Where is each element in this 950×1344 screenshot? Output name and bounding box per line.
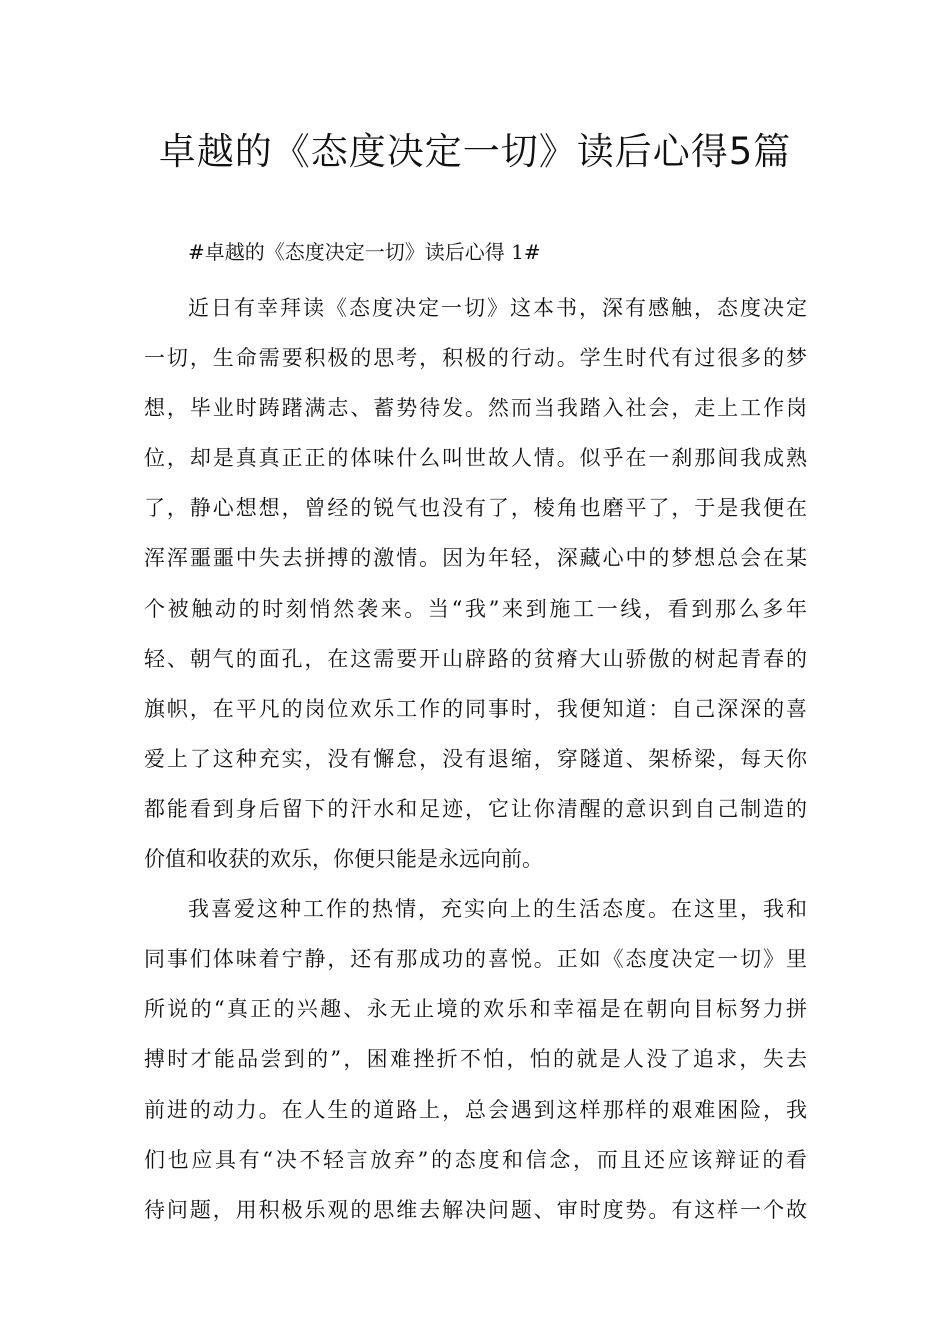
paragraph-line: 所说的“真正的兴趣、永无止境的欢乐和幸福是在朝向目标努力拼: [144, 997, 807, 1022]
paragraph-line: 待问题，用积极乐观的思维去解决问题、审时度势。有这样一个故: [144, 1197, 807, 1222]
paragraph-line: 想，毕业时踌躇满志、蓄势待发。然而当我踏入社会，走上工作岗: [144, 396, 807, 421]
paragraph-line: 都能看到身后留下的汗水和足迹，它让你清醒的意识到自己制造的: [144, 796, 807, 821]
paragraph-line: 价值和收获的欢乐，你便只能是永远向前。: [144, 847, 543, 872]
paragraph-line: 我喜爱这种工作的热情，充实向上的生活态度。在这里，我和: [188, 897, 807, 922]
paragraph-line: 轻、朝气的面孔，在这需要开山辟路的贫瘠大山骄傲的树起青春的: [144, 646, 807, 671]
paragraph-line: 位，却是真真正正的体味什么叫世故人情。似乎在一刹那间我成熟: [144, 446, 807, 471]
paragraph-line: 浑浑噩噩中失去拼搏的激情。因为年轻，深藏心中的梦想总会在某: [144, 546, 807, 571]
section-heading: #卓越的《态度决定一切》读后心得 1#: [188, 240, 541, 264]
document-body: [144, 233, 807, 1235]
paragraph-line: 近日有幸拜读《态度决定一切》这本书，深有感触，态度决定: [188, 296, 807, 320]
paragraph-line: 爱上了这种充实，没有懈怠，没有退缩，穿隧道、架桥梁，每天你: [144, 746, 807, 771]
paragraph-line: 前进的动力。在人生的道路上，总会遇到这样那样的艰难困险，我: [144, 1097, 807, 1122]
paragraph-line: 搏时才能品尝到的”，困难挫折不怕，怕的就是人没了追求，失去: [144, 1047, 807, 1072]
document-title: 卓越的《态度决定一切》读后心得5篇: [158, 130, 792, 173]
paragraph-line: 旗帜，在平凡的岗位欢乐工作的同事时，我便知道：自己深深的喜: [144, 696, 807, 721]
paragraph-2: [144, 884, 807, 1235]
paragraph-1: [144, 283, 807, 884]
paragraph-line: 同事们体味着宁静，还有那成功的喜悦。正如《态度决定一切》里: [144, 947, 807, 972]
paragraph-line: 个被触动的时刻悄然袭来。当“我”来到施工一线，看到那么多年: [144, 596, 807, 621]
paragraph-line: 了，静心想想，曾经的锐气也没有了，棱角也磨平了，于是我便在: [144, 496, 807, 521]
paragraph-line: 一切，生命需要积极的思考，积极的行动。学生时代有过很多的梦: [144, 346, 807, 371]
paragraph-line: 们也应具有“决不轻言放弃”的态度和信念，而且还应该辩证的看: [144, 1147, 807, 1172]
